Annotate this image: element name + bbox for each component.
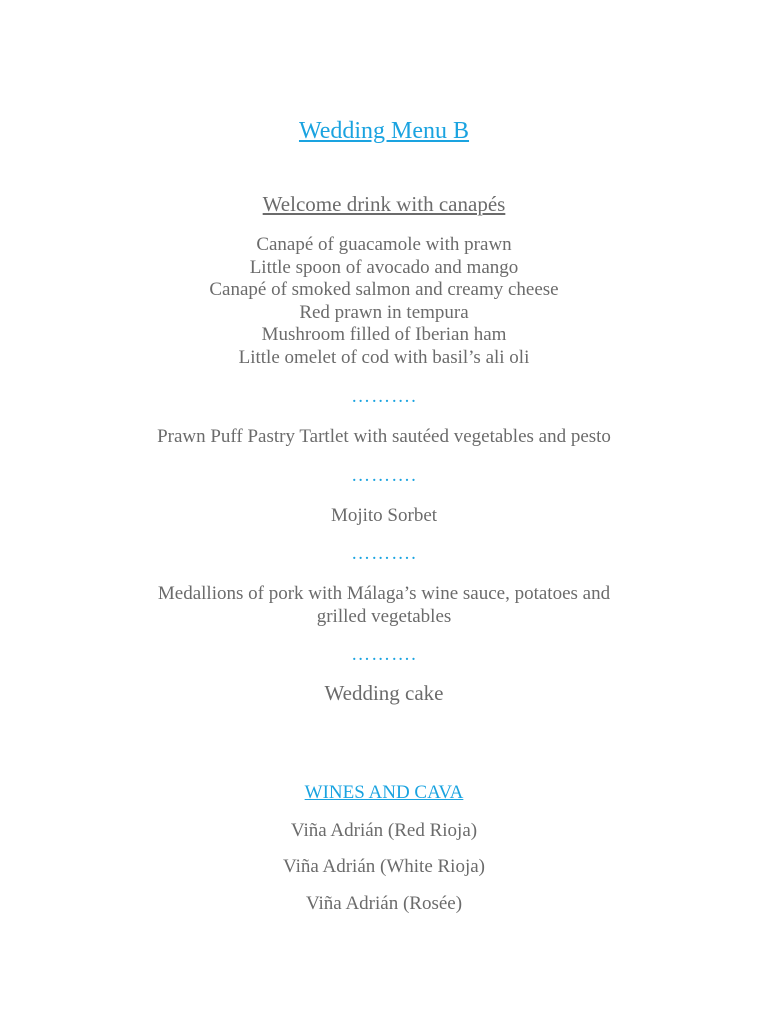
list-item: Little spoon of avocado and mango: [249, 256, 519, 278]
list-item: Canapé of guacamole with prawn: [256, 234, 512, 255]
wines-heading: WINES AND CAVA: [304, 782, 464, 803]
list-item: Canapé of smoked salmon and creamy cheese: [209, 279, 559, 300]
main-course-line-1: Medallions of pork with Málaga’s wine sauce, potatoes and: [157, 583, 611, 604]
separator: ……….: [351, 543, 417, 564]
list-item: Mushroom filled of Iberian ham: [261, 324, 507, 345]
dessert-course: Wedding cake: [324, 681, 444, 705]
list-item: Little omelet of cod with basil’s ali oli: [238, 346, 530, 368]
main-course-line-2: grilled vegetables: [316, 605, 452, 627]
list-item: Red prawn in tempura: [299, 301, 469, 323]
list-item: Viña Adrián (Rosée): [305, 893, 463, 914]
separator: ……….: [351, 465, 417, 486]
welcome-heading: Welcome drink with canapés: [262, 192, 506, 216]
starter-course: Prawn Puff Pastry Tartlet with sautéed vegetables and pesto: [157, 426, 611, 447]
page-title: Wedding Menu B: [298, 118, 470, 144]
sorbet-course: Mojito Sorbet: [330, 505, 438, 526]
list-item: Viña Adrián (White Rioja): [283, 856, 485, 877]
list-item: Viña Adrián (Red Rioja): [290, 820, 478, 841]
separator: ……….: [351, 644, 417, 665]
separator: ……….: [351, 386, 417, 407]
